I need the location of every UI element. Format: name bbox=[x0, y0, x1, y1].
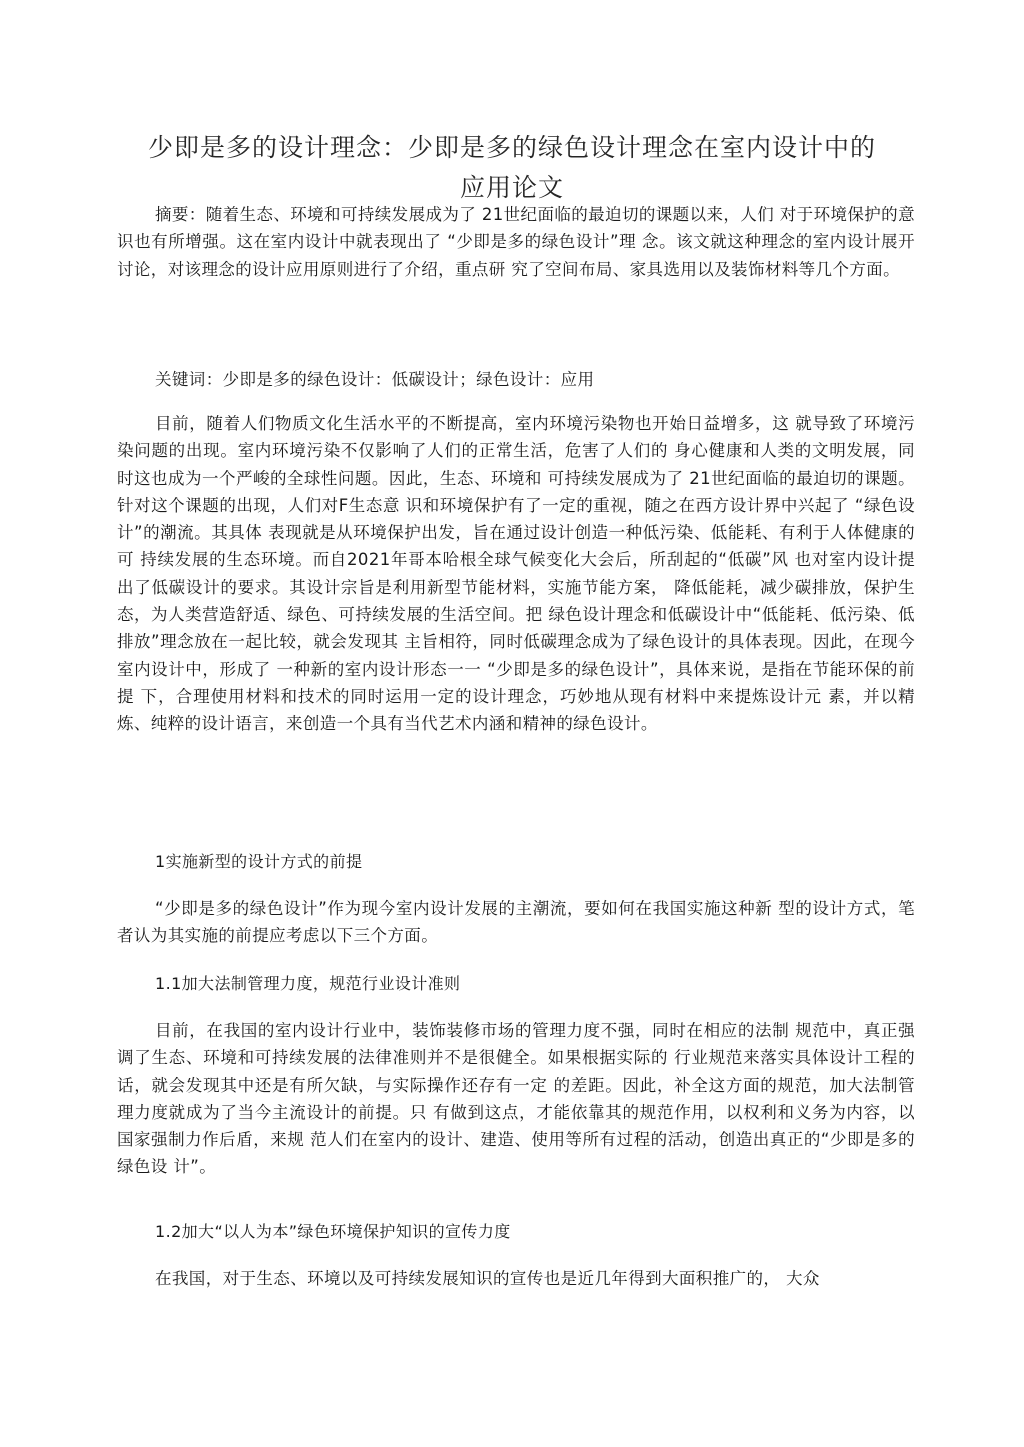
section-heading-1: 1实施新型的设计方式的前提 bbox=[155, 852, 363, 871]
body-paragraph-section-1-1: 目前，在我国的室内设计行业中，装饰装修市场的管理力度不强，同时在相应的法制 规范中，真正强调了生态、环境和可持续发展的法律准则并不是很健全。如果根据实际的 行业规范来落实具体设计工程的话，就会发现其中还是有所欠缺，与实际操作还存有一定 的差距。因此，补全这方面的规范，加大法制管理力度就成为了当今主流设计的前提。只 有做到这点，才能依靠其的规范作用，以权利和义务为内容，以国家强制力作后盾，来规 范人们在室内的设计、建造、使用等所有过程的活动，创造出真正的“少即是多的绿色设 计”。 bbox=[117, 1021, 915, 1177]
keywords-line: 关键词：少即是多的绿色设计：低碳设计；绿色设计：应用 bbox=[155, 370, 595, 389]
title-line-2: 应用论文 bbox=[459, 173, 564, 202]
title-line-1: 少即是多的设计理念：少即是多的绿色设计理念在室内设计中的 bbox=[147, 133, 876, 162]
section-heading-1-1: 1.1加大法制管理力度，规范行业设计准则 bbox=[155, 974, 461, 993]
body-paragraph-section-1-2: 在我国，对于生态、环境以及可持续发展知识的宣传也是近几年得到大面积推广的， 大众 bbox=[155, 1269, 820, 1288]
section-heading-1-2: 1.2加大“以人为本”绿色环境保护知识的宣传力度 bbox=[155, 1222, 511, 1241]
abstract-paragraph: 摘要：随着生态、环境和可持续发展成为了 21世纪面临的最迫切的课题以来，人们 对于环境保护的意识也有所增强。这在室内设计中就表现出了 “少即是多的绿色设计”理 念。该文就这种理念的室内设计展开讨论，对该理念的设计应用原则进行了介绍，重点研 究了空间布局、家具选用以及装饰材料等几个方面。 bbox=[117, 205, 915, 279]
body-paragraph-section-1: “少即是多的绿色设计”作为现今室内设计发展的主潮流，要如何在我国实施这种新 型的设计方式，笔者认为其实施的前提应考虑以下三个方面。 bbox=[117, 899, 915, 946]
document-title bbox=[110, 128, 914, 208]
body-paragraph-intro: 目前，随着人们物质文化生活水平的不断提高，室内环境污染物也开始日益增多，这 就导致了环境污染问题的出现。室内环境污染不仅影响了人们的正常生活，危害了人们的 身心健康和人类的文明发展，同时这也成为一个严峻的全球性问题。因此，生态、环境和 可持续发展成为了 21世纪面临的最迫切的课题。针对这个课题的出现，人们对F生态意 识和环境保护有了一定的重视，随之在西方设计界中兴起了 “绿色设计”的潮流。其具体 表现就是从环境保护出发，旨在通过设计创造一种低污染、低能耗、有利于人体健康的可 持续发展的生态环境。而自2021年哥本哈根全球气候变化大会后，所刮起的“低碳”风 也对室内设计提出了低碳设计的要求。其设计宗旨是利用新型节能材料，实施节能方案， 降低能耗，减少碳排放，保护生态，为人类营造舒适、绿色、可持续发展的生活空间。把 绿色设计理念和低碳设计中“低能耗、低污染、低排放”理念放在一起比较，就会发现其 主旨相符，同时低碳理念成为了绿色设计的具体表现。因此，在现今室内设计中，形成了 一种新的室内设计形态一一 “少即是多的绿色设计”，具体来说，是指在节能环保的前提 下，合理使用材料和技术的同时运用一定的设计理念，巧妙地从现有材料中来提炼设计元 素，并以精炼、纯粹的设计语言，来创造一个具有当代艺术内涵和精神的绿色设计。 bbox=[117, 414, 915, 734]
